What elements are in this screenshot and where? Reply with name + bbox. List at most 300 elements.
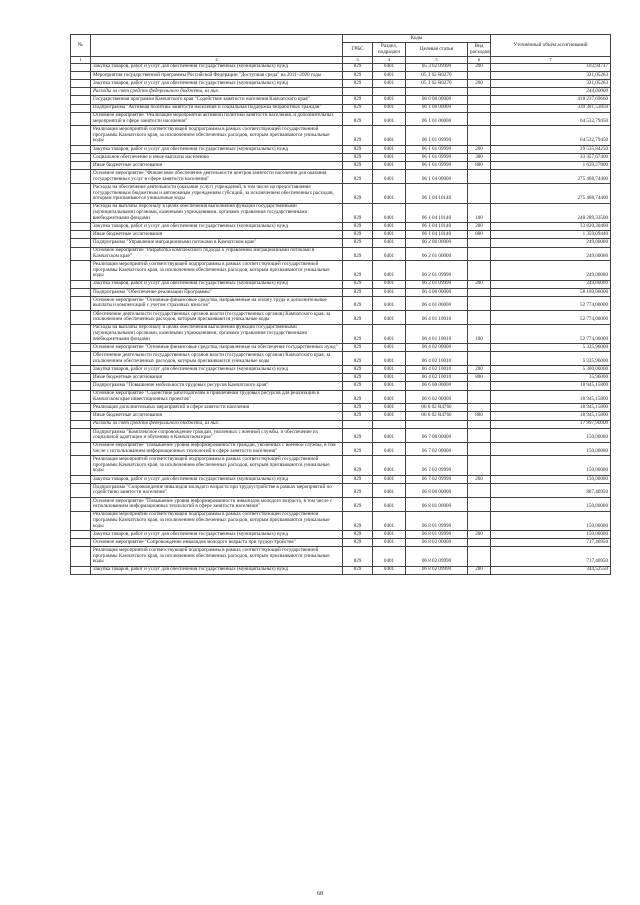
cell-grbs: 829 [343,288,373,296]
cell-sum: 52 774,00000 [491,324,611,343]
cell-razdel: 0401 [373,483,406,497]
cell-vr [468,247,491,261]
table-row [71,475,611,483]
cell-name: Подпрограмма "Активная политика занятости населения и социальная поддержка безработных граждан" [91,104,343,112]
cell-sum: 17 997,90000 [491,420,611,428]
cell-csr: 06 8 01 09990 [406,530,468,538]
cell-grbs: 829 [343,145,373,153]
cell-no [71,247,91,261]
cell-name: Закупка товаров, работ и услуг для обеспечения государственных (муниципальных) нужд [91,566,343,574]
cell-grbs: 829 [343,280,373,288]
cell-sum: 1 359,09440 [491,231,611,239]
cell-csr: 06 6 02 R4760 [406,412,468,420]
table-row [71,352,611,366]
cell-no [71,483,91,497]
cell-sum: 18 945,15800 [491,390,611,404]
cell-name: Реализация дополнительных мероприятий в сфере занятости населения [91,404,343,412]
cell-name: Реализация мероприятий соответствующей подпрограммы в рамках соответствующей государственной программы Камчатского края, за исключением обеспеченных расходов, которым присваиваются уникальные коды [91,511,343,530]
cell-sum: 339 301,53850 [491,104,611,112]
cell-no [71,566,91,574]
cell-sum: 418 237,69660 [491,96,611,104]
cell-vr [468,352,491,366]
table-row [71,343,611,351]
cell-csr: 06 0 00 00000 [406,96,468,104]
cell-no [71,343,91,351]
cell-grbs: 829 [343,456,373,475]
cell-name: Основное мероприятие "Разработка комплексного подхода к управлению миграционными потоками в Камчатском крае" [91,247,343,261]
cell-vr [468,539,491,547]
cell-no [71,71,91,79]
cell-vr: 200 [468,280,491,288]
cell-razdel: 0401 [373,203,406,222]
cell-csr: 06 8 01 00000 [406,497,468,511]
table-row [71,96,611,104]
cell-grbs: 829 [343,428,373,442]
col-number: 1 [71,56,91,63]
cell-vr [468,288,491,296]
cell-razdel: 0401 [373,154,406,162]
table-row [71,71,611,79]
cell-name: Реализация мероприятий соответствующей подпрограммы в рамках соответствующей государственной программы Камчатского края, за исключением обеспеченных расходов, которым присваиваются уникальные коды [91,126,343,145]
cell-no [71,456,91,475]
cell-sum: 5 300,00000 [491,365,611,373]
cell-csr: 06 2 01 09990 [406,280,468,288]
col-number: 5 [406,56,468,63]
cell-no [71,442,91,456]
cell-csr [406,420,468,428]
cell-razdel: 0401 [373,170,406,184]
cell-sum: 150,00000 [491,456,611,475]
cell-vr [468,184,491,203]
cell-csr: 06 6 02 00000 [406,390,468,404]
table-row [71,497,611,511]
cell-vr [468,170,491,184]
table-row [71,63,611,71]
cell-razdel: 0401 [373,530,406,538]
cell-name: Иные бюджетные ассигнования [91,412,343,420]
cell-vr: 100 [468,203,491,222]
cell-no [71,239,91,247]
cell-grbs: 829 [343,231,373,239]
cell-razdel: 0401 [373,63,406,71]
cell-name: Закупка товаров, работ и услуг для обеспечения государственных (муниципальных) нужд [91,63,343,71]
cell-grbs: 829 [343,96,373,104]
col-number: 4 [373,56,406,63]
cell-no [71,324,91,343]
cell-sum: 64 532,79450 [491,112,611,126]
cell-razdel: 0401 [373,374,406,382]
cell-csr: 06 8 01 09990 [406,511,468,530]
cell-razdel: 0401 [373,261,406,280]
cell-grbs: 829 [343,324,373,343]
cell-no [71,497,91,511]
cell-vr [468,112,491,126]
table-body [71,63,611,574]
cell-no [71,404,91,412]
cell-name: Обеспечение деятельности государственных органов власти (государственных органов) Камчатского края, за исключением обеспеченных расходов, которым присваиваются уникальные коды [91,352,343,366]
cell-grbs: 829 [343,390,373,404]
cell-sum: 33 820,30460 [491,222,611,230]
cell-csr: 06 1 04 10140 [406,203,468,222]
cell-vr [468,104,491,112]
table-row [71,222,611,230]
cell-csr: 06 7 02 00000 [406,442,468,456]
table-row [71,547,611,566]
cell-sum: 275 468,74400 [491,184,611,203]
cell-no [71,390,91,404]
table-row [71,420,611,428]
cell-razdel: 0401 [373,231,406,239]
cell-no [71,261,91,280]
cell-sum: 150,00000 [491,511,611,530]
cell-name: Закупка товаров, работ и услуг для обеспечения государственных (муниципальных) нужд [91,280,343,288]
table-row [71,566,611,574]
cell-no [71,96,91,104]
cell-name: Закупка товаров, работ и услуг для обеспечения государственных (муниципальных) нужд [91,365,343,373]
cell-razdel [373,420,406,428]
cell-vr [468,382,491,390]
cell-vr: 800 [468,374,491,382]
cell-razdel: 0401 [373,247,406,261]
cell-sum: 18 945,15800 [491,404,611,412]
cell-vr: 800 [468,231,491,239]
cell-name: Подпрограмма "Комплексное сопровождение граждан, уволенных с военной службы, и обеспечение их социальной адаптации и обучению в Камчатском крае" [91,428,343,442]
cell-csr: 06 1 00 00000 [406,104,468,112]
cell-csr: 06 4 02 10010 [406,374,468,382]
cell-name: Закупка товаров, работ и услуг для обеспечения государственных (муниципальных) нужд [91,475,343,483]
cell-grbs: 829 [343,442,373,456]
cell-sum: 249,00000 [491,239,611,247]
cell-sum: 150,00000 [491,428,611,442]
cell-csr: 06 1 01 09990 [406,145,468,153]
cell-csr: 06 2 01 00000 [406,247,468,261]
cell-no [71,365,91,373]
col-number: 6 [468,56,491,63]
cell-no [71,539,91,547]
table-row [71,511,611,530]
cell-sum: 240 289,33500 [491,203,611,222]
cell-vr: 200 [468,145,491,153]
cell-razdel: 0401 [373,104,406,112]
cell-sum: 275 468,74400 [491,170,611,184]
cell-csr: 06 1 04 10140 [406,184,468,203]
table-row [71,324,611,343]
table-row [71,365,611,373]
table-row [71,456,611,475]
cell-sum: 321,05263 [491,71,611,79]
cell-name: Основное мероприятие "Основные финансовые средства, направленные на оплату труда и дополнительные выплаты и компенсаций с учетом страховых взносов" [91,297,343,311]
cell-csr: 06 8 02 09990 [406,566,468,574]
cell-vr [468,96,491,104]
cell-vr: 200 [468,566,491,574]
cell-name: Подпрограмма "Управление миграционными потоками в Камчатском крае" [91,239,343,247]
cell-csr: 06 4 01 00000 [406,297,468,311]
table-row [71,404,611,412]
cell-razdel: 0401 [373,382,406,390]
cell-name: Основное мероприятие "Содействие работодателям в привлечении трудовых ресурсов для реализации в Камчатском крае инвестиционных проектов" [91,390,343,404]
cell-sum: 150,00000 [491,530,611,538]
cell-vr: 200 [468,365,491,373]
cell-name: Иные бюджетные ассигнования [91,231,343,239]
cell-vr [468,428,491,442]
cell-sum: 249,00000 [491,247,611,261]
cell-razdel: 0401 [373,71,406,79]
cell-csr: 06 7 00 00000 [406,428,468,442]
col-number: 2 [91,56,343,63]
cell-name: Основное мероприятие "Повышение уровня информированности инвалидов молодого возраста, в том числе с использованием информационных технологий в сфере занятости населения" [91,497,343,511]
cell-name: Социальное обеспечение и иные выплаты населению [91,154,343,162]
table-row [71,483,611,497]
cell-name: Закупка товаров, работ и услуг для обеспечения государственных (муниципальных) нужд [91,145,343,153]
cell-grbs [343,420,373,428]
col-number: 3 [343,56,373,63]
cell-no [71,154,91,162]
table-row [71,288,611,296]
cell-sum: 717,46950 [491,547,611,566]
cell-razdel: 0401 [373,297,406,311]
cell-csr: 06 4 01 10010 [406,324,468,343]
cell-grbs: 829 [343,126,373,145]
cell-sum: 18 945,15800 [491,412,611,420]
col-sum-header: Уточнённый объём ассигнований [491,35,611,57]
cell-sum: 717,46950 [491,539,611,547]
budget-table [70,34,611,575]
cell-no [71,203,91,222]
header-row-top [71,35,611,43]
table-row [71,280,611,288]
cell-no [71,420,91,428]
cell-csr: 05 3 02 R0270 [406,79,468,87]
cell-razdel: 0401 [373,511,406,530]
cell-vr: 300 [468,154,491,162]
cell-vr [468,88,491,96]
cell-grbs: 829 [343,310,373,324]
cell-grbs: 829 [343,222,373,230]
cell-name: Закупка товаров, работ и услуг для обеспечения государственных (муниципальных) нужд [91,79,343,87]
cell-razdel: 0401 [373,112,406,126]
cell-name: Закупка товаров, работ и услуг для обеспечения государственных (муниципальных) нужд [91,222,343,230]
cell-no [71,374,91,382]
cell-sum: 5 335,96000 [491,352,611,366]
cell-razdel: 0401 [373,222,406,230]
cell-name: Расходы за счет средств федерального бюджета, из них: [91,88,343,96]
cell-sum: 150,00000 [491,497,611,511]
col-number: 7 [491,56,611,63]
cell-name: Подпрограмма "Обеспечение реализации Программы" [91,288,343,296]
cell-vr [468,483,491,497]
cell-vr: 200 [468,222,491,230]
cell-razdel: 0401 [373,126,406,145]
table-row [71,247,611,261]
table-row [71,412,611,420]
cell-name: Мероприятия государственной программы Российской Федерации "Доступная среда" на 2011–2020 годы [91,71,343,79]
cell-name: Реализация мероприятий соответствующей подпрограммы в рамках соответствующей государственной программы Камчатского края, за исключением обеспеченных расходов, которым присваиваются уникальные коды [91,456,343,475]
col-csr-header: Целевая статья [406,43,468,57]
cell-razdel: 0401 [373,539,406,547]
cell-grbs: 829 [343,352,373,366]
table-row [71,126,611,145]
budget-sheet [70,34,610,575]
cell-csr: 06 1 04 10140 [406,222,468,230]
cell-vr [468,456,491,475]
cell-csr: 06 8 00 00000 [406,483,468,497]
col-codes-header: Коды [343,35,491,43]
cell-grbs: 829 [343,247,373,261]
cell-razdel: 0401 [373,475,406,483]
cell-sum: 103,94737 [491,63,611,71]
cell-name: Иные бюджетные ассигнования [91,374,343,382]
cell-csr: 06 4 02 00000 [406,343,468,351]
table-row [71,310,611,324]
cell-csr: 06 8 02 09990 [406,547,468,566]
cell-no [71,530,91,538]
cell-csr: 06 7 02 09990 [406,475,468,483]
cell-csr: 06 1 01 00000 [406,112,468,126]
cell-sum: 321,05263 [491,79,611,87]
cell-grbs: 829 [343,547,373,566]
cell-csr: 06 1 01 09990 [406,126,468,145]
cell-no [71,511,91,530]
cell-grbs: 829 [343,539,373,547]
cell-grbs: 829 [343,497,373,511]
cell-sum: 344,52550 [491,566,611,574]
col-name-header [91,35,343,57]
cell-grbs: 829 [343,404,373,412]
cell-grbs: 829 [343,483,373,497]
cell-csr: 06 2 01 09990 [406,261,468,280]
cell-sum: 249,00000 [491,280,611,288]
cell-sum: 33 357,67400 [491,154,611,162]
cell-razdel: 0401 [373,404,406,412]
cell-csr: 06 1 01 09990 [406,154,468,162]
table-row [71,261,611,280]
cell-razdel: 0401 [373,352,406,366]
cell-grbs: 829 [343,239,373,247]
cell-grbs: 829 [343,511,373,530]
cell-razdel: 0401 [373,288,406,296]
cell-no [71,352,91,366]
cell-csr: 06 7 02 09990 [406,456,468,475]
cell-no [71,475,91,483]
cell-name: Реализация мероприятий соответствующей подпрограммы в рамках соответствующей государственной программы Камчатского края, за исключением обеспеченных расходов, которым присваиваются уникальные коды [91,547,343,566]
cell-grbs [343,88,373,96]
col-no-header: № [71,35,91,57]
cell-csr: 06 1 04 00000 [406,170,468,184]
cell-grbs: 829 [343,374,373,382]
cell-razdel [373,88,406,96]
cell-razdel: 0401 [373,390,406,404]
cell-razdel: 0401 [373,442,406,456]
cell-vr [468,126,491,145]
col-vr-header: Вид расходов [468,43,491,57]
cell-grbs: 829 [343,382,373,390]
cell-razdel: 0401 [373,456,406,475]
cell-sum: 5 335,96000 [491,343,611,351]
cell-razdel: 0401 [373,239,406,247]
col-grbs-header: ГРБС [343,43,373,57]
cell-no [71,104,91,112]
cell-grbs: 829 [343,112,373,126]
table-row [71,112,611,126]
cell-razdel: 0401 [373,184,406,203]
cell-grbs: 829 [343,79,373,87]
table-row [71,104,611,112]
cell-razdel: 0401 [373,162,406,170]
cell-name: Основное мероприятие "Повышение уровня информированности граждан, уволенных с военной службы, в том числе с использованием информационных технологий в сфере занятости населения" [91,442,343,456]
cell-csr: 06 6 02 R4760 [406,404,468,412]
table-row [71,239,611,247]
cell-razdel: 0401 [373,547,406,566]
cell-vr [468,239,491,247]
cell-name: Иные бюджетные ассигнования [91,162,343,170]
cell-grbs: 829 [343,261,373,280]
cell-no [71,170,91,184]
cell-name: Основное мероприятие "Реализация мероприятий активной политики занятости населения, и дополнительных мероприятий в сфере занятости населения" [91,112,343,126]
cell-sum: 1 639,27800 [491,162,611,170]
table-row [71,374,611,382]
cell-name: Подпрограмма "Повышение мобильности трудовых ресурсов Камчатского края" [91,382,343,390]
cell-razdel: 0401 [373,79,406,87]
cell-grbs: 829 [343,412,373,420]
cell-name: Основное мероприятие "Основные финансовые средства, направленные на обеспечение государственных нужд" [91,343,343,351]
cell-csr: 06 1 01 09990 [406,162,468,170]
cell-razdel: 0401 [373,566,406,574]
cell-vr [468,310,491,324]
table-row [71,145,611,153]
cell-vr [468,297,491,311]
cell-csr: 05 3 02 09990 [406,63,468,71]
cell-vr [468,390,491,404]
cell-sum: 244,00000 [491,88,611,96]
cell-csr: 05 3 02 R0270 [406,71,468,79]
cell-vr: 800 [468,412,491,420]
cell-sum: 58 109,96000 [491,288,611,296]
table-row [71,530,611,538]
cell-csr: 06 2 00 00000 [406,239,468,247]
cell-name: Расходы на выплаты персоналу в целях обеспечения выполнения функций государственными (муниципальными) органами, казенными учреждениями, органами управления государственными внебюджетными фондами [91,324,343,343]
cell-name: Основное мероприятие "Финансовое обеспечение деятельности центров занятости населения для оказания государственных услуг в сфере занятости населения" [91,170,343,184]
cell-grbs: 829 [343,530,373,538]
table-row [71,184,611,203]
col-razdel-header: Раздел, подраздел [373,43,406,57]
cell-no [71,428,91,442]
cell-razdel: 0401 [373,96,406,104]
cell-csr: 06 4 00 00000 [406,288,468,296]
cell-vr [468,547,491,566]
cell-razdel: 0401 [373,310,406,324]
cell-sum: 150,00000 [491,442,611,456]
cell-vr [468,343,491,351]
cell-vr [468,511,491,530]
table-row [71,382,611,390]
column-numbering-row [71,56,611,63]
cell-csr: 06 4 02 10010 [406,365,468,373]
table-row [71,154,611,162]
cell-name: Закупка товаров, работ и услуг для обеспечения государственных (муниципальных) нужд [91,530,343,538]
cell-csr: 06 8 02 00000 [406,539,468,547]
cell-razdel: 0401 [373,343,406,351]
cell-sum: 249,00000 [491,261,611,280]
table-row [71,297,611,311]
cell-vr: 200 [468,79,491,87]
cell-vr [468,420,491,428]
cell-no [71,126,91,145]
cell-no [71,88,91,96]
cell-vr [468,261,491,280]
table-row [71,162,611,170]
cell-csr: 06 4 01 10010 [406,310,468,324]
table-row [71,88,611,96]
